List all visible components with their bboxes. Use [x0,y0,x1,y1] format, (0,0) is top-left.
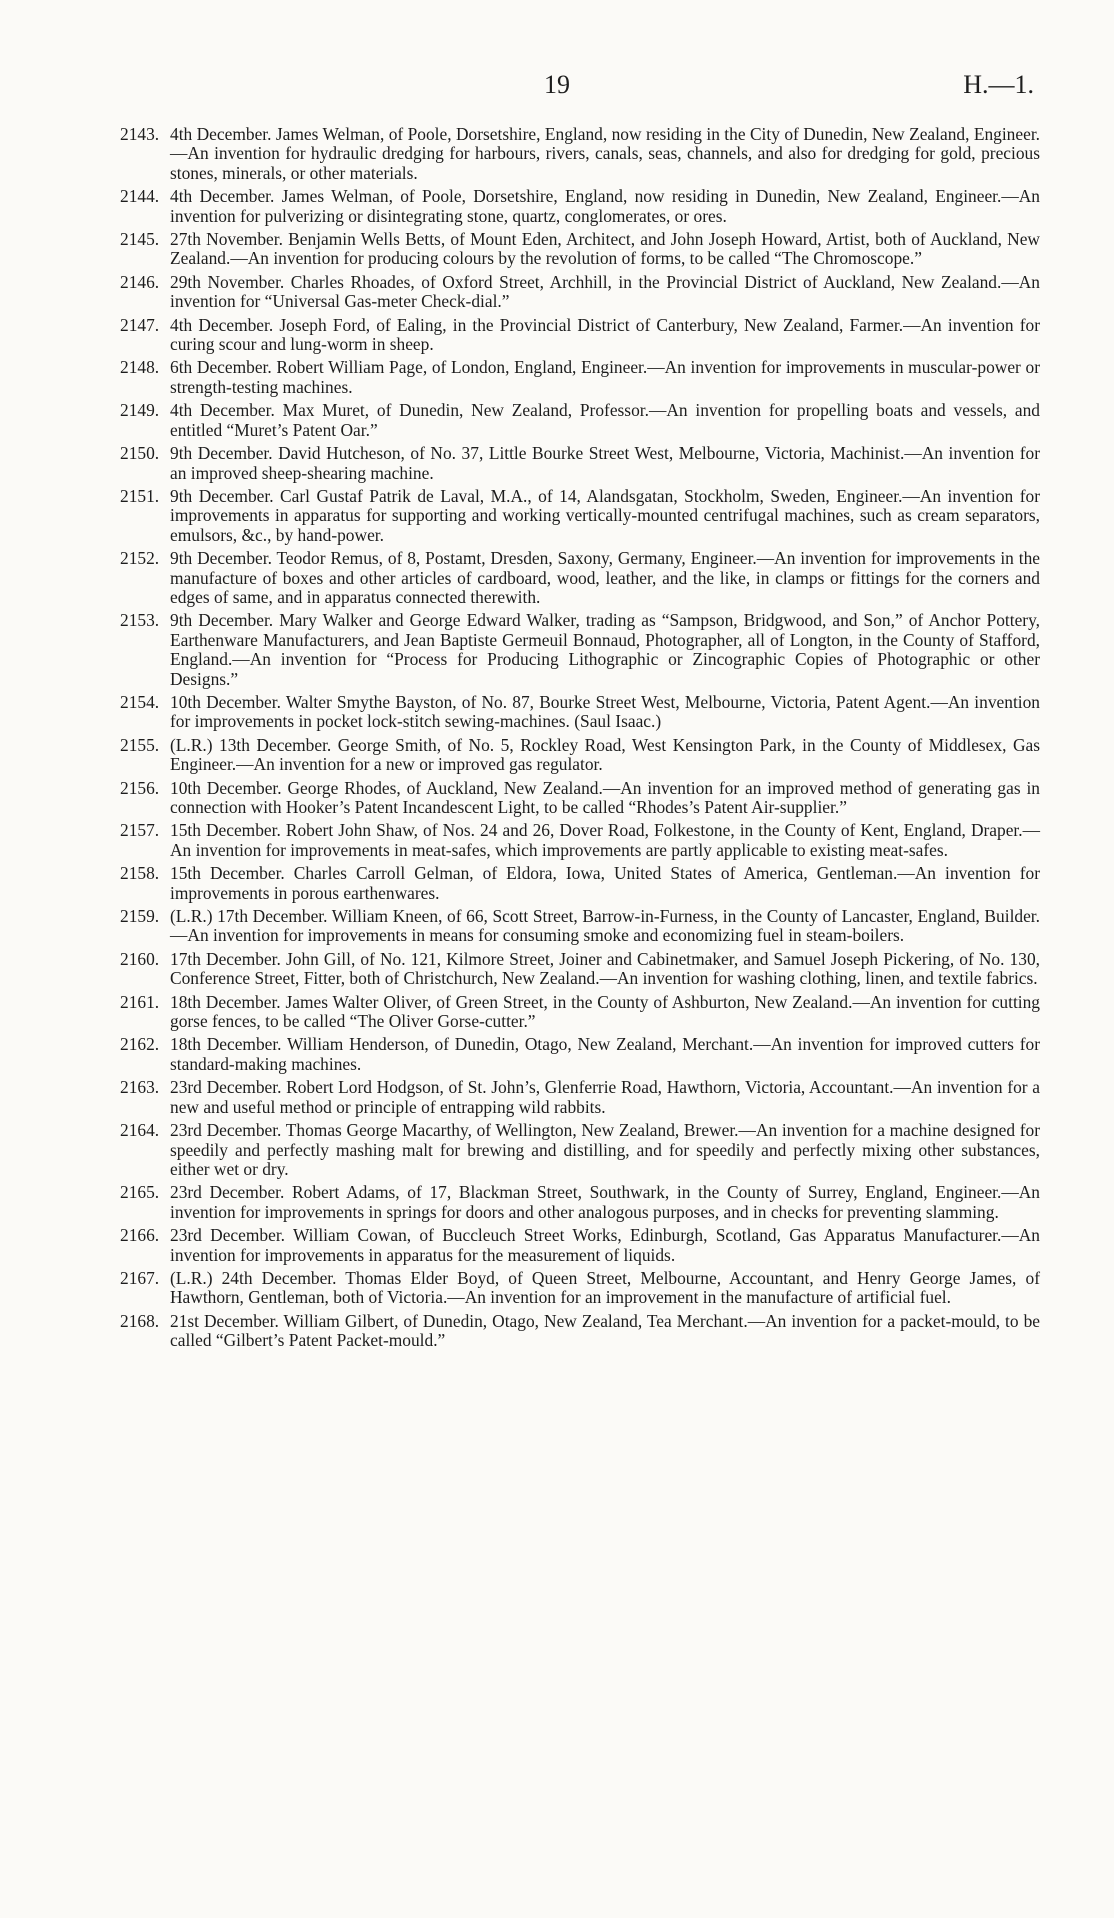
entry-text: 18th December. James Walter Oliver, of Green Street, in the County of Ashburton, New Zealand.—An invention for cutting gorse fences, to be called “The Oliver Gorse-cutter.” [170,991,1040,1032]
patent-entry [120,186,1040,226]
entry-number: 2167. [120,1267,160,1288]
patent-entry [120,948,1040,989]
entry-text: 23rd December. William Cowan, of Buccleuch Street Works, Edinburgh, Scotland, Gas Apparatus Manufacturer.—An invention for improvements in apparatus for the measurement of liquids. [170,1225,1040,1265]
patent-entry [120,734,1040,775]
patent-entry [120,314,1040,355]
patent-entries-list [120,124,1040,1355]
entry-text: 10th December. Walter Smythe Bayston, of No. 87, Bourke Street West, Melbourne, Victoria, Patent Agent.—An invention for improvements in pocket lock-stitch sewing-machines. (Saul Isaac.) [170,691,1040,732]
patent-entry [120,1182,1040,1222]
entry-number: 2145. [120,229,160,250]
patent-entry [120,1034,1040,1074]
entry-text: 4th December. Joseph Ford, of Ealing, in the Provincial District of Canterbury, New Zealand, Farmer.—An invention for curing scour and lung-worm in sheep. [170,314,1040,355]
patent-entry [120,863,1040,903]
patent-entry [120,777,1040,818]
entry-text: 21st December. William Gilbert, of Dunedin, Otago, New Zealand, Tea Merchant.—An invention for a packet-mould, to be called “Gilbert’s Patent Packet-mould.” [170,1310,1040,1351]
entry-text: 23rd December. Thomas George Macarthy, of Wellington, New Zealand, Brewer.—An invention for a machine designed for speedily and perfectly mashing malt for brewing and distilling, and for speedily and perfectly mixing other substances, either wet or dry. [170,1120,1040,1179]
entry-number: 2148. [120,357,160,378]
entry-number: 2146. [120,271,160,292]
entry-number: 2144. [120,186,160,207]
patent-entry [120,991,1040,1032]
entry-number: 2166. [120,1225,160,1246]
patent-entry [120,443,1040,483]
patent-entry [120,1267,1040,1308]
entry-number: 2161. [120,991,160,1012]
entry-text: 23rd December. Robert Adams, of 17, Blackman Street, Southwark, in the County of Surrey, England, Engineer.—An invention for improvements in springs for doors and other analogous purposes, and in checks for preventing slamming. [170,1182,1040,1222]
patent-entry [120,691,1040,732]
entry-text: 4th December. James Welman, of Poole, Dorsetshire, England, now residing in the City of Dunedin, New Zealand, Engineer.—An invention for hydraulic dredging for harbours, rivers, canals, seas, channels, and also for dredging for gold, precious stones, minerals, or other materials. [170,124,1040,183]
patent-entry [120,820,1040,860]
entry-text: (L.R.) 24th December. Thomas Elder Boyd, of Queen Street, Melbourne, Accountant, and Henry George James, of Hawthorn, Gentleman, both of Victoria.—An invention for an improvement in the manufacture of artificial fuel. [170,1267,1040,1308]
patent-entry [120,610,1040,689]
entry-text: 4th December. James Welman, of Poole, Dorsetshire, England, now residing in Dunedin, New Zealand, Engineer.—An invention for pulverizing or disintegrating stone, quartz, conglomerates, or ores. [170,186,1040,226]
patent-entry [120,271,1040,312]
entry-text: 10th December. George Rhodes, of Auckland, New Zealand.—An invention for an improved method of generating gas in connection with Hooker’s Patent Incandescent Light, to be called “Rhodes’s Patent Air-supplier.” [170,777,1040,817]
entry-text: 29th November. Charles Rhoades, of Oxford Street, Archhill, in the Provincial District of Auckland, New Zealand.—An invention for “Universal Gas-meter Check-dial.” [170,271,1040,312]
entry-number: 2160. [120,948,160,969]
entry-number: 2155. [120,734,160,755]
patent-entry [120,357,1040,397]
entry-text: (L.R.) 17th December. William Kneen, of 66, Scott Street, Barrow-in-Furness, in the County of Lancaster, England, Builder.—An invention for improvements in means for consuming smoke and economizing fuel in steam-boilers. [170,906,1040,946]
patent-entry [120,548,1040,607]
entry-text: 18th December. William Henderson, of Dunedin, Otago, New Zealand, Merchant.—An invention for improved cutters for standard-making machines. [170,1034,1040,1074]
entry-number: 2165. [120,1182,160,1203]
patent-entry [120,229,1040,269]
patent-entry [120,906,1040,946]
entry-number: 2164. [120,1120,160,1141]
entry-number: 2154. [120,691,160,712]
patent-entry [120,400,1040,440]
entry-text: 9th December. Carl Gustaf Patrik de Laval, M.A., of 14, Alandsgatan, Stockholm, Sweden, Engineer.—An invention for improvements in apparatus for supporting and working vertically-mounted centrifugal machines, such as cream separators, emulsors, &c., by hand-power. [170,485,1040,545]
entry-text: 4th December. Max Muret, of Dunedin, New Zealand, Professor.—An invention for propelling boats and vessels, and entitled “Muret’s Patent Oar.” [170,400,1040,440]
entry-number: 2147. [120,314,160,335]
patent-entry [120,124,1040,183]
entry-text: (L.R.) 13th December. George Smith, of No. 5, Rockley Road, West Kensington Park, in the County of Middlesex, Gas Engineer.—An invention for a new or improved gas regulator. [170,734,1040,775]
patent-entry [120,1077,1040,1117]
entry-text: 9th December. David Hutcheson, of No. 37, Little Bourke Street West, Melbourne, Victoria, Machinist.—An invention for an improved sheep-shearing machine. [170,443,1040,483]
entry-number: 2151. [120,485,160,506]
entry-text: 9th December. Teodor Remus, of 8, Postamt, Dresden, Saxony, Germany, Engineer.—An invention for improvements in the manufacture of boxes and other articles of cardboard, wood, leather, and the like, in clamps or fittings for the corners and edges of same, and in apparatus connected therewith. [170,548,1040,607]
entry-number: 2157. [120,820,160,841]
entry-number: 2163. [120,1077,160,1098]
entry-number: 2153. [120,610,160,631]
entry-number: 2162. [120,1034,160,1055]
entry-number: 2152. [120,548,160,569]
patent-entry [120,1310,1040,1351]
entry-text: 27th November. Benjamin Wells Betts, of Mount Eden, Architect, and John Joseph Howard, Artist, both of Auckland, New Zealand.—An invention for producing colours by the revolution of forms, to be called “The Chromoscope.” [170,229,1040,269]
entry-text: 6th December. Robert William Page, of London, England, Engineer.—An invention for improvements in muscular-power or strength-testing machines. [170,357,1040,397]
entry-text: 17th December. John Gill, of No. 121, Kilmore Street, Joiner and Cabinetmaker, and Samuel Joseph Pickering, of No. 130, Conference Street, Fitter, both of Christchurch, New Zealand.—An invention for washing clothing, linen, and textile fabrics. [170,948,1040,989]
entry-number: 2156. [120,777,160,798]
entry-number: 2168. [120,1310,160,1331]
patent-entry [120,485,1040,545]
entry-text: 23rd December. Robert Lord Hodgson, of St. John’s, Glenferrie Road, Hawthorn, Victoria, Accountant.—An invention for a new and useful method or principle of entrapping wild rabbits. [170,1077,1040,1117]
entry-number: 2149. [120,400,160,421]
entry-number: 2159. [120,906,160,927]
document-reference: H.—1. [963,70,1034,99]
patent-entry [120,1225,1040,1265]
entry-text: 15th December. Robert John Shaw, of Nos. 24 and 26, Dover Road, Folkestone, in the County of Kent, England, Draper.—An invention for improvements in meat-safes, which improvements are partly applicable to existing meat-safes. [170,820,1040,860]
entry-number: 2150. [120,443,160,464]
page-number: 19 [544,70,570,99]
entry-text: 9th December. Mary Walker and George Edward Walker, trading as “Sampson, Bridgwood, and Son,” of Anchor Pottery, Earthenware Manufacturers, and Jean Baptiste Germeuil Bonnaud, Photographer, all of Longton, in the County of Stafford, England.—An invention for “Process for Producing Lithographic or Zincographic Copies of Photographic or other Designs.” [170,610,1040,689]
patent-entry [120,1120,1040,1179]
entry-number: 2143. [120,124,160,144]
entry-text: 15th December. Charles Carroll Gelman, of Eldora, Iowa, United States of America, Gentleman.—An invention for improvements in porous earthenwares. [170,863,1040,903]
entry-number: 2158. [120,863,160,884]
